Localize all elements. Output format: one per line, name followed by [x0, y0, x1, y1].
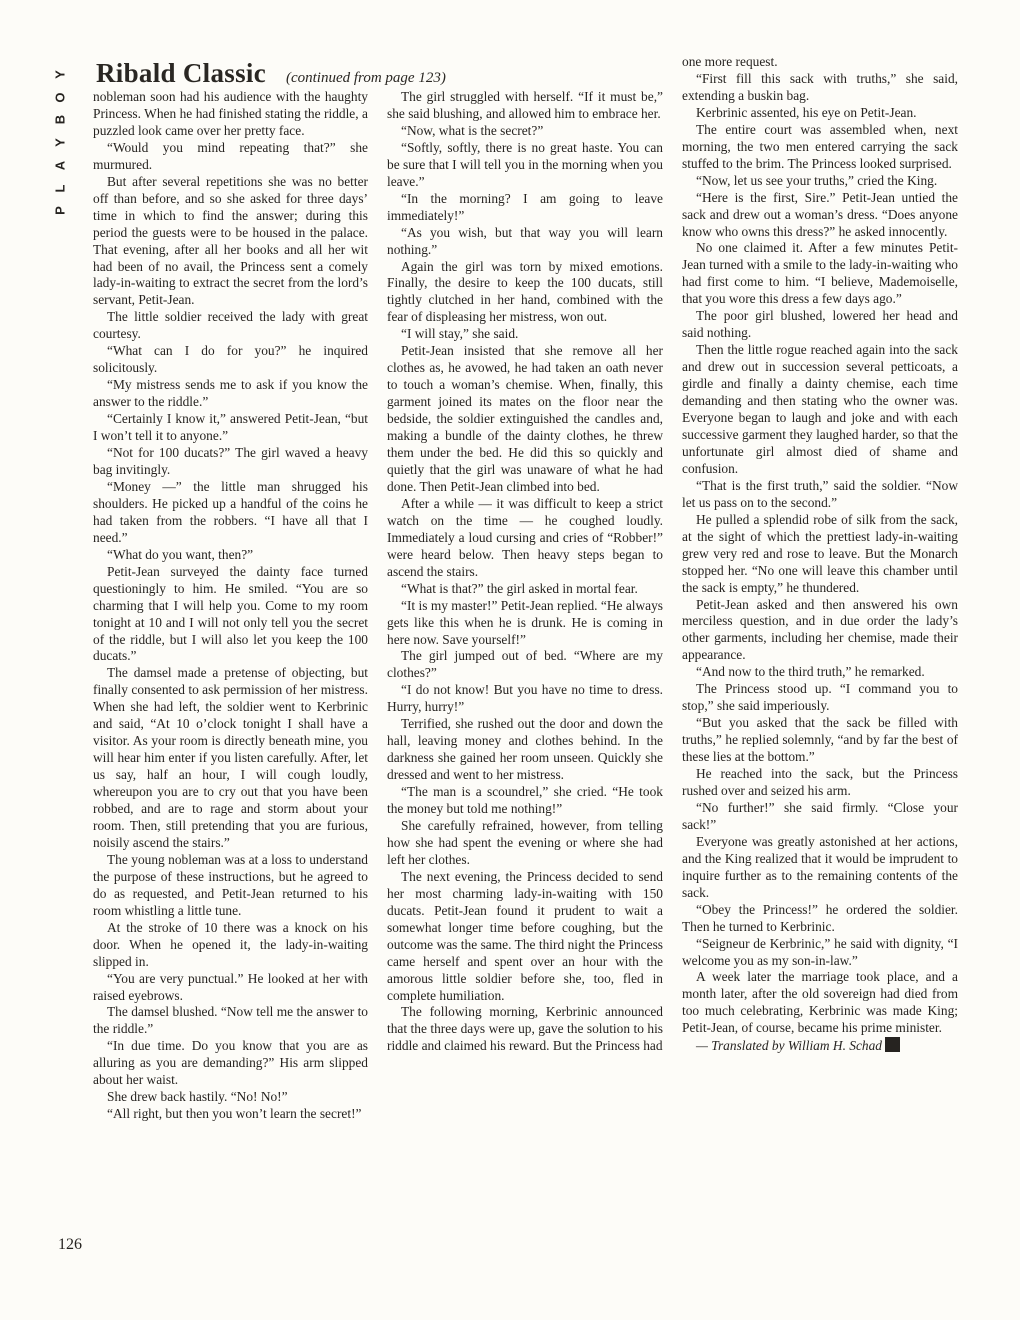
paragraph: He pulled a splendid robe of silk from the sack, at the sight of which the prettiest lady-in-waiting grew very red and rose to leave. But the Monarch stopped her. “No one will leave this chamber until the sack is empty,” he thundered. [682, 511, 958, 595]
paragraph: He reached into the sack, but the Princess rushed over and seized his arm. [682, 766, 958, 798]
text-column-3 [682, 54, 958, 1264]
paragraph: “As you wish, but that way you will learn nothing.” [387, 224, 663, 257]
logo-letter: P [52, 206, 68, 215]
paragraph: “What do you want, then?” [107, 546, 254, 562]
text-column-2 [387, 89, 663, 1264]
paragraph: Kerbrinic assented, his eye on Petit-Jean. [696, 104, 917, 120]
paragraph: “You are very punctual.” He looked at her with raised eyebrows. [93, 970, 368, 1003]
paragraph: “Seigneur de Kerbrinic,” he said with dignity, “I welcome you as my son-in-law.” [682, 935, 958, 968]
paragraph: Petit-Jean insisted that she remove all her clothes as, he avowed, he had taken an oath never to touch a woman’s chemise. When, finally, this garment joined its mates on the floor near the bedside, the soldier extinguished the candles and, making a bundle of the dainty clothes, he threw them under the bed. He did this so quickly and quietly that the girl was unaware of what he had done. Then Petit-Jean climbed into bed. [387, 343, 663, 494]
paragraph: “In the morning? I am going to leave immediately!” [387, 190, 663, 223]
paragraph: She carefully refrained, however, from telling how she had spent the evening or where she had left her clothes. [387, 817, 663, 867]
paragraph: “In due time. Do you know that you are as alluring as you are demanding?” His arm slipped about her waist. [93, 1038, 368, 1088]
paragraph: “What is that?” the girl asked in mortal fear. [401, 580, 638, 596]
paragraph: nobleman soon had his audience with the haughty Princess. When he had finished stating the riddle, a puzzled look came over her pretty face. [93, 89, 368, 138]
paragraph: “Not for 100 ducats?” The girl waved a heavy bag invitingly. [93, 445, 368, 477]
paragraph: “Certainly I know it,” answered Petit-Jean, “but I won’t tell it to anyone.” [93, 411, 368, 444]
paragraph: “And now to the third truth,” he remarked. [696, 664, 925, 680]
paragraph: “That is the first truth,” said the soldier. “Now let us pass on to the second.” [682, 477, 958, 510]
paragraph: “First fill this sack with truths,” she said, extending a buskin bag. [682, 70, 958, 103]
paragraph: “All right, but then you won’t learn the secret!” [107, 1106, 362, 1122]
logo-letter: O [52, 92, 68, 103]
paragraph: Then the little rogue reached again into the sack and drew out in succession several petticoats, a girdle and finally a dainty chemise, each time demanding and then stating who the owner was. Everyone began to laugh and joke and with each successive garment they laughed harder, so that the unfortunate girl almost died of shame and confusion. [682, 342, 958, 476]
paragraph: “Here is the first, Sire.” Petit-Jean untied the sack and drew out a woman’s dress. “Does anyone know who owns this dress?” he asked innocently. [682, 189, 958, 239]
paragraph: “No further!” she said firmly. “Close your sack!” [682, 799, 958, 832]
translator-credit [682, 1037, 958, 1055]
paragraph: The next evening, the Princess decided to send her most charming lady-in-waiting with 150 ducats. Petit-Jean found it prudent to wait a somewhat longer time before coughing, but the outcome was the same. The third night the Princess came herself and spent over an hour with the amorous little soldier before she, too, fled in complete humiliation. [387, 868, 663, 1003]
bunny-end-mark-icon [885, 1037, 900, 1052]
logo-letter: Y [52, 70, 68, 79]
page-number: 126 [58, 1236, 82, 1253]
paragraph: “Now, what is the secret?” [401, 122, 544, 138]
paragraph: one more request. [682, 54, 778, 69]
paragraph: The girl struggled with herself. “If it must be,” she said blushing, and allowed him to embrace her. [387, 89, 663, 121]
paragraph: The young nobleman was at a loss to understand the purpose of these instructions, but he agreed to do as requested, and Petit-Jean returned to his room whistling a little tune. [93, 851, 368, 918]
article-title: Ribald Classic [96, 58, 266, 88]
paragraph: “Softly, softly, there is no great haste. You can be sure that I will tell you in the morning when you leave.” [387, 139, 663, 189]
paragraph: After a while — it was difficult to keep a strict watch on the time — he coughed loudly. Immediately a loud cursing and cries of “Robber!” were heard below. Then heavy steps began to ascend the stairs. [387, 495, 663, 579]
paragraph: The little soldier received the lady with great courtesy. [93, 309, 368, 342]
logo-letter: Y [52, 138, 68, 147]
paragraph: “I do not know! But you have no time to dress. Hurry, hurry!” [387, 682, 663, 715]
paragraph: Everyone was greatly astonished at her actions, and the King realized that it would be imprudent to inquire further as to the remaining contents of the sack. [682, 833, 958, 900]
paragraph: The poor girl blushed, lowered her head and said nothing. [682, 308, 958, 341]
paragraph: “What can I do for you?” he inquired solicitously. [93, 343, 368, 376]
continued-note: (continued from page 123) [285, 70, 446, 86]
logo-letter: A [52, 160, 68, 171]
paragraph: The damsel made a pretense of objecting, but finally consented to ask permission of her mistress. When she had left, the soldier went to Kerbrinic and said, “At 10 o’clock tonight I shall have a visitor. As your room is directly beneath mine, you will hear him enter if you listen carefully. After, let us say, half an hour, I will cough loudly, whereupon you are to cry out that you have been robbed, and are to rage and storm about your room. Then, still pretending that you are furious, noisily ascend the stairs.” [93, 665, 368, 850]
paragraph: But after several repetitions she was no better off than before, and so she asked for three days’ time in which to find the answer; during this period the guests were to be housed in the palace. That evening, after all her books and all her wit had been of no avail, the Princess sent a comely lady-in-waiting to extract the secret from the lord’s servant, Petit-Jean. [93, 173, 368, 308]
paragraph: Petit-Jean asked and then answered his own merciless question, and in due order the lady’s other garments, including her chemise, made their appearance. [682, 596, 958, 663]
paragraph: Petit-Jean surveyed the dainty face turned questioningly to him. He smiled. “You are so charming that I will help you. Come to my room tonight at 10 and I will not only tell you the secret of the riddle, but I will also let you keep the 100 ducats.” [93, 563, 368, 664]
paragraph: At the stroke of 10 there was a knock on his door. When he opened it, the lady-in-waiting slipped in. [93, 919, 368, 969]
paragraph: “The man is a scoundrel,” she cried. “He took the money but told me nothing!” [387, 784, 663, 817]
paragraph: The damsel blushed. “Now tell me the answer to the riddle.” [93, 1004, 368, 1037]
paragraph: Terrified, she rushed out the door and down the hall, leaving money and clothes behind. In the darkness she gained her room unseen. Quickly she dressed and went to her mistress. [387, 716, 663, 783]
paragraph: “I will stay,” she said. [401, 326, 519, 342]
paragraph: The entire court was assembled when, next morning, the two men entered carrying the sack stuffed to the brim. The Princess looked surprised. [682, 121, 958, 171]
text-column-1 [93, 89, 368, 1254]
paragraph: “My mistress sends me to ask if you know the answer to the riddle.” [93, 377, 368, 410]
paragraph: “Obey the Princess!” he ordered the soldier. Then he turned to Kerbrinic. [682, 901, 958, 934]
credit-text: — Translated by William H. Schad [696, 1038, 882, 1054]
logo-letter: L [52, 184, 68, 193]
playboy-vertical-logo [38, 55, 82, 215]
logo-letter: B [52, 114, 68, 125]
paragraph: No one claimed it. After a few minutes Petit-Jean turned with a smile to the lady-in-waiting who had first come to him. “I believe, Mademoiselle, that you wore this dress a few days ago.” [682, 240, 958, 307]
paragraph: The following morning, Kerbrinic announced that the three days were up, gave the solution to his riddle and claimed his reward. But the Princess had [387, 1004, 663, 1054]
paragraph: She drew back hastily. “No! No!” [107, 1089, 288, 1105]
paragraph: A week later the marriage took place, and a month later, after the old sovereign had died from too much celebrating, Kerbrinic was made King; Petit-Jean, of course, became his prime minister. [682, 969, 958, 1036]
paragraph: “Now, let us see your truths,” cried the King. [696, 172, 938, 188]
paragraph: “Would you mind repeating that?” she murmured. [93, 139, 368, 172]
paragraph: “But you asked that the sack be filled with truths,” he replied solemnly, “and by far the best of these lies at the bottom.” [682, 715, 958, 765]
article-header [96, 58, 656, 90]
paragraph: The girl jumped out of bed. “Where are my clothes?” [387, 648, 663, 681]
paragraph: The Princess stood up. “I command you to stop,” she said imperiously. [682, 681, 958, 714]
paragraph: Again the girl was torn by mixed emotions. Finally, the desire to keep the 100 ducats, still tightly clutched in her hand, combined with the fear of displeasing her mistress, won out. [387, 258, 663, 325]
paragraph: “Money —” the little man shrugged his shoulders. He picked up a handful of the coins he had taken from the robbers. “I have all that I need.” [93, 478, 368, 545]
paragraph: “It is my master!” Petit-Jean replied. “He always gets like this when he is drunk. He is coming in here now. Save yourself!” [387, 597, 663, 647]
